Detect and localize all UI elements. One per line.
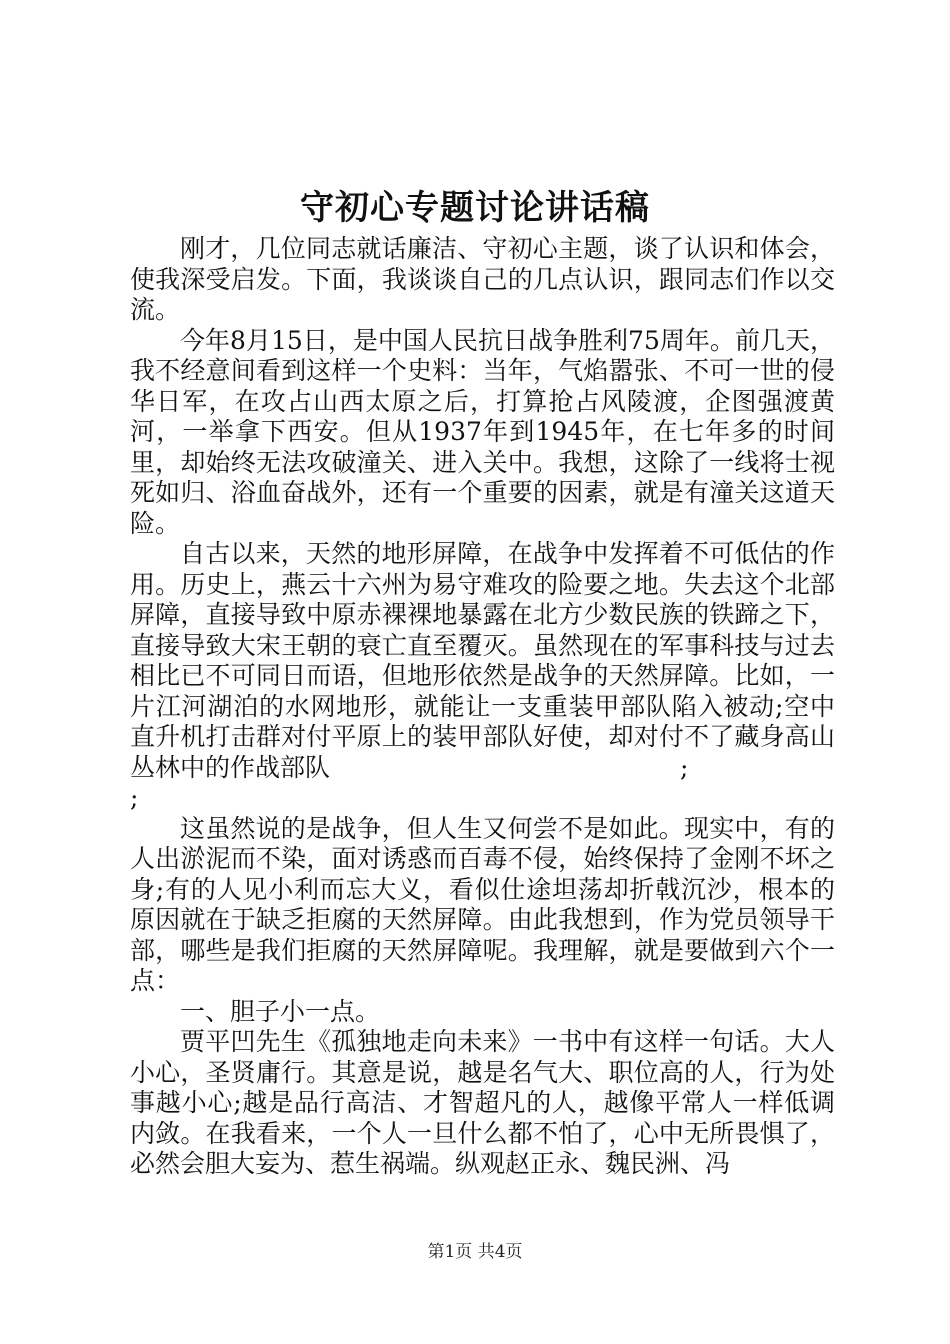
paragraph: 今年8月15日，是中国人民抗日战争胜利75周年。前几天，我不经意间看到这样一个史料：当年，气焰嚣张、不可一世的侵华日军，在攻占山西太原之后，打算抢占风陵渡，企图强渡黄河，一举拿下西安。但从1937年到1945年，在七年多的时间里，却始终无法攻破潼关、进入关中。我想，这除了一线将士视死如归、浴血奋战外，还有一个重要的因素，就是有潼关这道天险。 — [130, 325, 835, 538]
section-heading: 一、胆子小一点。 — [180, 996, 381, 1026]
document-title: 守初心专题讨论讲话稿 — [300, 188, 650, 228]
paragraph: 刚才，几位同志就话廉洁、守初心主题，谈了认识和体会，使我深受启发。下面，我谈谈自己的几点认识，跟同志们作以交流。 — [130, 234, 835, 324]
page-footer: 第1页 共4页 — [427, 1242, 523, 1262]
paragraph: 这虽然说的是战争，但人生又何尝不是如此。现实中，有的人出淤泥而不染，面对诱惑而百毒不侵，始终保持了金刚不坏之身;有的人见小利而忘大义，看似仕途坦荡却折戟沉沙，根本的原因就在于缺乏拒腐的天然屏障。由此我想到，作为党员领导干部，哪些是我们拒腐的天然屏障呢。我理解，就是要做到六个一点： — [130, 813, 835, 995]
document-body — [130, 234, 835, 1180]
paragraph: 自古以来，天然的地形屏障，在战争中发挥着不可低估的作用。历史上，燕云十六州为易守难攻的险要之地。失去这个北部屏障，直接导致中原赤裸裸地暴露在北方少数民族的铁蹄之下，直接导致大宋王朝的衰亡直至覆灭。虽然现在的军事科技与过去相比已不可同日而语，但地形依然是战争的天然屏障。比如，一片江河湖泊的水网地形，就能让一支重装甲部队陷入被动;空中直升机打击群对付平原上的装甲部队好使，却对付不了藏身高山丛林中的作战部队 ; — [130, 539, 835, 782]
paragraph: 贾平凹先生《孤独地走向未来》一书中有这样一句话。大人小心，圣贤庸行。其意是说，越是名气大、职位高的人，行为处事越小心;越是品行高洁、才智超凡的人，越像平常人一样低调内敛。在我看来，一个人一旦什么都不怕了，心中无所畏惧了，必然会胆大妄为、惹生祸端。纵观赵正永、魏民洲、冯 — [130, 1027, 835, 1178]
paragraph: ; — [130, 783, 139, 812]
